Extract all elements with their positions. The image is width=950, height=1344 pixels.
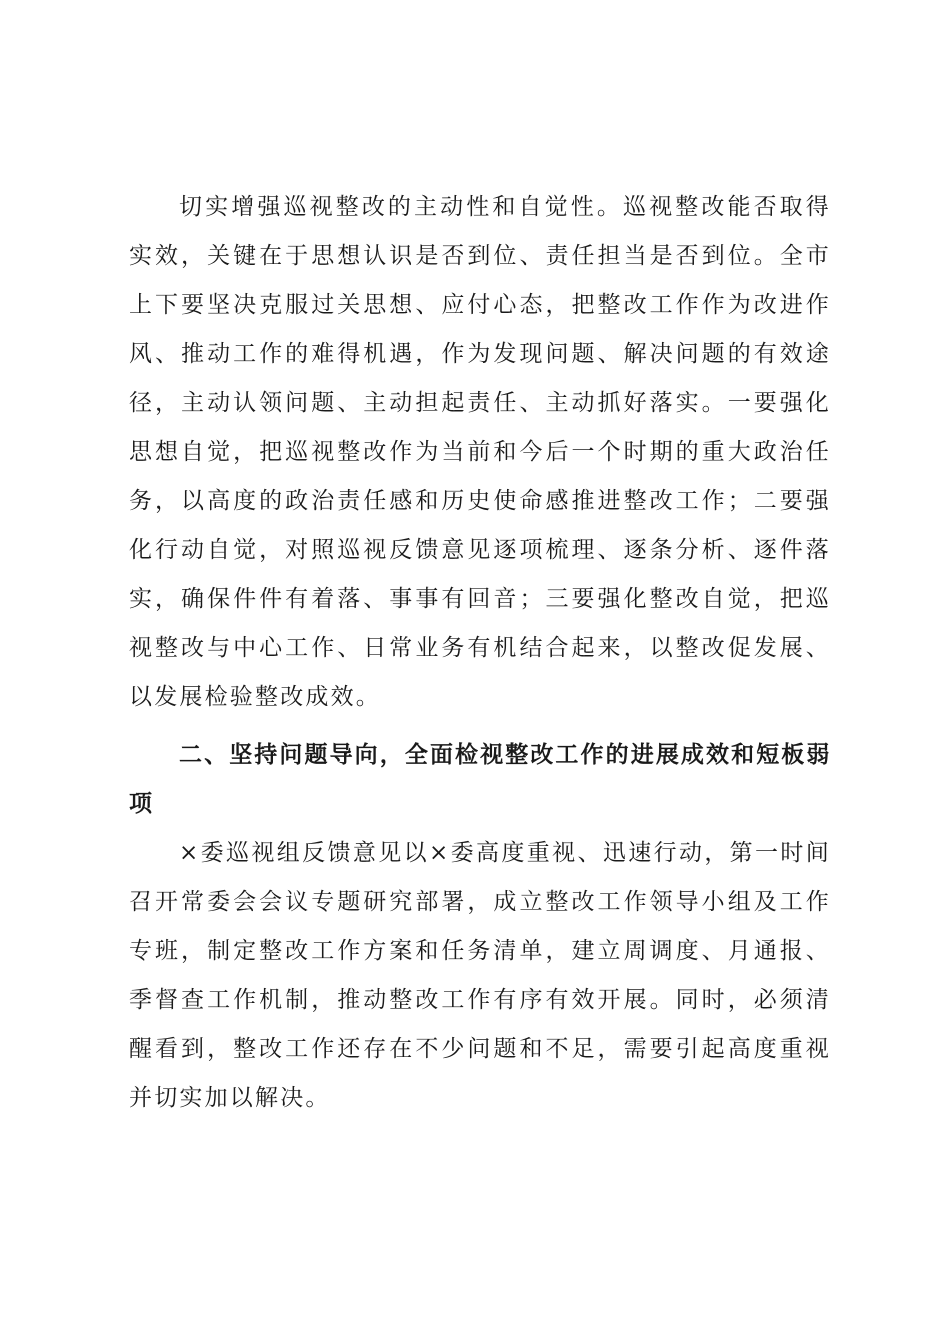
- body-text-block: [129, 829, 831, 1123]
- paragraph-progress: ×委巡视组反馈意见以×委高度重视、迅速行动，第一时间召开常委会会议专题研究部署，成立整改工作领导小组及工作专班，制定整改工作方案和任务清单，建立周调度、月通报、季督查工作机制，推动整改工作有序有效开展。同时，必须清醒看到，整改工作还存在不少问题和不足，需要引起高度重视并切实加以解决。: [129, 840, 831, 1111]
- paragraph-self-awareness: 切实增强巡视整改的主动性和自觉性。巡视整改能否取得实效，关键在于思想认识是否到位、责任担当是否到位。全市上下要坚决克服过关思想、应付心态，把整改工作作为改进作风、推动工作的难得机遇，作为发现问题、解决问题的有效途径，主动认领问题、主动担起责任、主动抓好落实。一要强化思想自觉，把巡视整改作为当前和今后一个时期的重大政治任务，以高度的政治责任感和历史使命感推进整改工作；二要强化行动自觉，对照巡视反馈意见逐项梳理、逐条分析、逐件落实，确保件件有着落、事事有回音；三要强化整改自觉，把巡视整改与中心工作、日常业务有机结合起来，以整改促发展、以发展检验整改成效。: [129, 194, 831, 710]
- section-heading: 二、坚持问题导向，全面检视整改工作的进展成效和短板弱项: [129, 742, 831, 817]
- section-heading-block: [129, 731, 831, 829]
- body-text-block: [129, 183, 831, 722]
